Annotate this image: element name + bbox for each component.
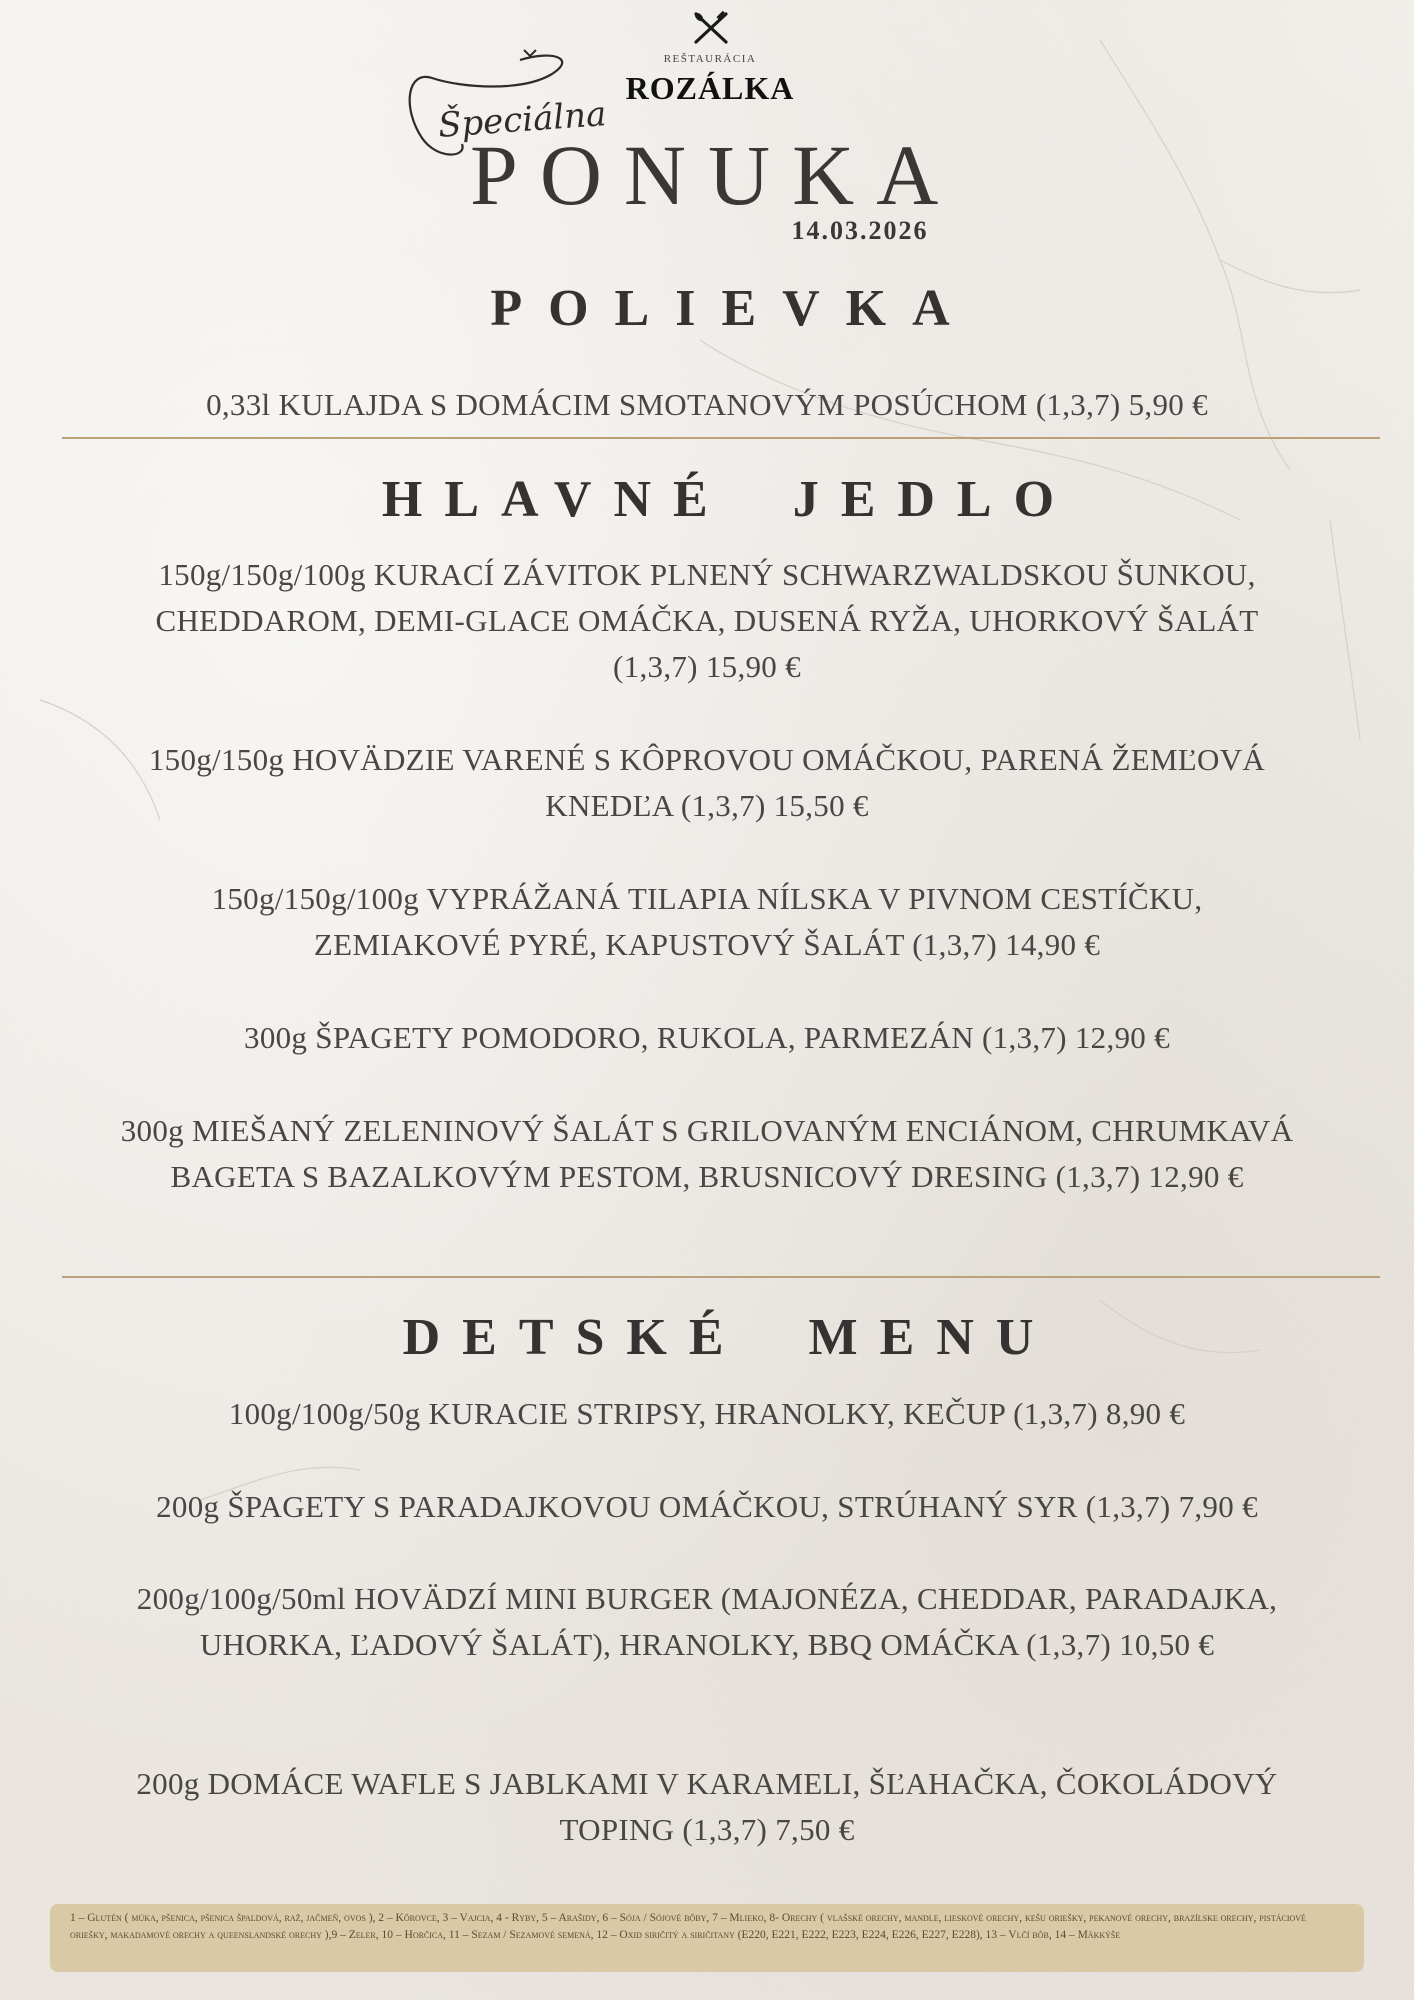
- soup-heading: POLIEVKA: [490, 280, 976, 337]
- script-title: Špeciálna: [436, 94, 608, 146]
- divider: [62, 1276, 1380, 1278]
- main-item: 300g ŠPAGETY POMODORO, RUKOLA, PARMEZÁN (1,3,7) 12,90 €: [244, 1020, 1170, 1055]
- menu-date: 14.03.2026: [791, 216, 929, 245]
- main-item: 150g/150g/100g VYPRÁŽANÁ TILAPIA NÍLSKA V PIVNOM CESTÍČKU, ZEMIAKOVÉ PYRÉ, KAPUSTOVÝ ŠALÁT (1,3,7) 14,90 €: [211, 881, 1203, 962]
- divider: [62, 437, 1380, 439]
- soup-item: 0,33l KULAJDA S DOMÁCIM SMOTANOVÝM POSÚCHOM (1,3,7) 5,90 €: [206, 387, 1208, 422]
- main-item: 150g/150g/100g KURACÍ ZÁVITOK PLNENÝ SCHWARZWALDSKOU ŠUNKOU, CHEDDAROM, DEMI-GLACE OMÁČKA, DUSENÁ RYŽA, UHORKOVÝ ŠALÁT (1,3,7) 15,90 €: [155, 557, 1259, 684]
- restaurant-label: REŠTAURÁCIA: [663, 53, 757, 65]
- kids-item: 200g DOMÁCE WAFLE S JABLKAMI V KARAMELI, ŠĽAHAČKA, ČOKOLÁDOVÝ TOPING (1,3,7) 7,50 €: [136, 1766, 1278, 1847]
- main-title: PONUKA: [470, 127, 961, 223]
- kids-item: 100g/100g/50g KURACIE STRIPSY, HRANOLKY, KEČUP (1,3,7) 8,90 €: [228, 1396, 1186, 1431]
- kids-item: 200g ŠPAGETY S PARADAJKOVOU OMÁČKOU, STRÚHANÝ SYR (1,3,7) 7,90 €: [156, 1489, 1258, 1524]
- menu-header: [0, 0, 1414, 260]
- allergen-legend: 1 – Glutén ( múka, pšenica, pšenica špaldová, raž, jačmeň, ovos ), 2 – Kôrovce, 3 – Vajcia, 4 - Ryby, 5 – Arašidy, 6 – Sója / Sójové bôby, 7 – Mlieko, 8- Orechy ( vlašské orechy, mandle, lieskové orechy, kešu oriešky, pekanové orechy, brazílske orechy, pistáciové oriešky, makadamové orechy a queenslandské orechy ),9 – Zeler, 10 – Horčica, 11 – Sezam / Sezamové semená, 12 – Oxid siričitý a siričitany (E220, E221, E222, E223, E224, E226, E227, E228), 13 – Vlčí bôb, 14 – Mäkkýše: [50, 1904, 1364, 1972]
- kids-menu-heading: DETSKÉ MENU: [402, 1309, 1056, 1366]
- fork-and-knife-icon: [688, 10, 734, 46]
- main-item: 300g MIEŠANÝ ZELENINOVÝ ŠALÁT S GRILOVANÝM ENCIÁNOM, CHRUMKAVÁ BAGETA S BAZALKOVÝM PESTOM, BRUSNICOVÝ DRESING (1,3,7) 12,90 €: [120, 1113, 1294, 1194]
- restaurant-name: ROZÁLKA: [625, 70, 795, 106]
- kids-item: 200g/100g/50ml HOVÄDZÍ MINI BURGER (MAJONÉZA, CHEDDAR, PARADAJKA, UHORKA, ĽADOVÝ ŠALÁT), HRANOLKY, BBQ OMÁČKA (1,3,7) 10,50 €: [136, 1581, 1278, 1662]
- main-item: 150g/150g HOVÄDZIE VARENÉ S KÔPROVOU OMÁČKOU, PARENÁ ŽEMĽOVÁ KNEDĽA (1,3,7) 15,50 €: [148, 742, 1266, 823]
- main-course-heading: HLAVNÉ JEDLO: [381, 471, 1077, 528]
